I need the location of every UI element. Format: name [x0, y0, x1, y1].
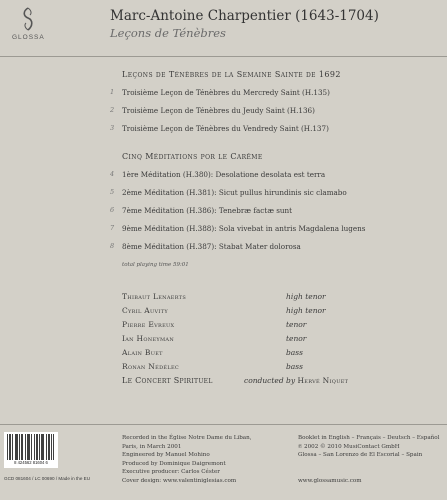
barcode-bar: [53, 434, 54, 460]
performer-role: tenor: [286, 320, 307, 329]
performer-role: high tenor: [286, 306, 326, 315]
performer-row: [122, 362, 422, 374]
total-playing-time: total playing time 59:01: [122, 262, 189, 268]
barcode-bar: [21, 434, 22, 460]
track-title: Troisième Leçon de Ténèbres du Jeudy Saint (H.136): [122, 106, 315, 115]
credit-line: Recorded in the Église Notre Dame du Liban,: [122, 435, 252, 441]
info-line: Booklet in English – Français – Deutsch – Español: [298, 435, 440, 441]
barcode-bar: [36, 434, 37, 460]
glossa-flourish-icon: [19, 6, 37, 32]
ensemble-name: Le Concert Spirituel: [122, 376, 213, 385]
barcode-bar: [48, 434, 49, 460]
track-title: 1ère Méditation (H.380): Desolatione desolata est terra: [122, 170, 326, 179]
barcode-bar: [37, 434, 38, 460]
track-number: 6: [110, 206, 115, 214]
performer-row: [122, 320, 422, 332]
track-number: 5: [110, 188, 115, 196]
footer-divider: [0, 424, 447, 425]
barcode-bar: [15, 434, 16, 460]
credit-line: Paris, in March 2001: [122, 443, 182, 450]
track-number: 7: [110, 224, 115, 232]
barcode-bar: [7, 434, 8, 460]
performer-row: [122, 306, 422, 318]
info-line: [298, 460, 444, 469]
album-title: Leçons de Ténèbres: [110, 26, 226, 40]
credit-line: Executive producer: Carlos Céster: [122, 469, 220, 476]
performer-name: Pierre Evreux: [122, 320, 175, 329]
track-title: 7ème Méditation (H.386): Tenebræ factæ sunt: [122, 206, 293, 215]
credit-line: Engineered by Manuel Mohino: [122, 452, 210, 459]
barcode-bar: [25, 434, 26, 460]
performer-row: [122, 292, 422, 304]
performer-row: [122, 348, 422, 360]
track-number: 3: [110, 124, 115, 132]
track-title: Troisième Leçon de Ténèbres du Mercredy Saint (H.135): [122, 88, 330, 97]
composer-name: Marc-Antoine Charpentier (1643-1704): [110, 8, 379, 24]
logo-text: GLOSSA: [12, 34, 45, 41]
barcode-bar: [46, 434, 47, 460]
conductor-prefix: conducted by: [244, 376, 296, 385]
performer-name: Ian Honeyman: [122, 334, 175, 343]
barcode-bar: [17, 434, 18, 460]
barcode-bar: [34, 434, 35, 460]
conductor-name: Hervé Niquet: [297, 376, 349, 385]
performer-role: tenor: [286, 334, 307, 343]
performer-row: [122, 334, 422, 346]
performer-name: Cyril Auvity: [122, 306, 168, 315]
section-heading-lecons: Leçons de Ténèbres de la Semaine Sainte de 1692: [122, 70, 341, 79]
website-url[interactable]: www.glossamusic.com: [298, 477, 362, 484]
barcode-bar: [51, 434, 52, 460]
header-divider: [0, 56, 447, 57]
recording-credits: [122, 434, 272, 486]
performer-role: bass: [286, 348, 303, 357]
track-title: Troisième Leçon de Ténèbres du Vendredy Saint (H.137): [122, 124, 329, 133]
barcode-bar: [41, 434, 42, 460]
performer-name: Alain Buet: [122, 348, 163, 357]
catalog-number: GCD 081604 / LC 00690 / Made in the EU: [4, 476, 91, 481]
track-title: 9ème Méditation (H.388): Sola vivebat in antris Magdalena lugens: [122, 224, 366, 233]
info-line: [298, 468, 444, 477]
track-number: 8: [110, 242, 115, 250]
barcode-bar: [16, 434, 17, 460]
barcode-bar: [9, 434, 10, 460]
barcode-bar: [27, 434, 28, 460]
performer-name: Thibaut Lenaerts: [122, 292, 187, 301]
barcode-number: 8 424562 81604 6: [14, 460, 48, 465]
barcode: [4, 432, 58, 468]
barcode-bars: [7, 434, 55, 460]
track-number: 4: [110, 170, 115, 178]
barcode-bar: [49, 434, 50, 460]
info-line: Glossa – San Lorenzo de El Escorial – Spain: [298, 452, 423, 459]
track-title: 8ème Méditation (H.387): Stabat Mater dolorosa: [122, 242, 301, 251]
barcode-bar: [31, 434, 32, 460]
performer-role: high tenor: [286, 292, 326, 301]
barcode-bar: [22, 434, 23, 460]
track-number: 2: [110, 106, 115, 114]
glossa-logo: [12, 6, 44, 41]
barcode-bar: [12, 434, 13, 460]
barcode-bar: [29, 434, 30, 460]
credit-line: Cover design: www.valentiniglesias.com: [122, 477, 237, 484]
publisher-info: [298, 434, 444, 486]
performer-role: bass: [286, 362, 303, 371]
track-title: 2ème Méditation (H.381): Sicut pullus hirundinis sic clamabo: [122, 188, 347, 197]
track-number: 1: [110, 88, 115, 96]
barcode-bar: [43, 434, 44, 460]
info-line: ℗ 2002 © 2010 MusiContact GmbH: [298, 443, 400, 450]
performer-name: Ronan Nédélec: [122, 362, 180, 371]
barcode-bar: [28, 434, 29, 460]
barcode-bar: [42, 434, 43, 460]
barcode-bar: [10, 434, 11, 460]
barcode-bar: [39, 434, 40, 460]
conductor-credit: [244, 376, 348, 385]
credit-line: Produced by Dominique Daigremont: [122, 460, 226, 467]
section-heading-meditations: Cinq Méditations por le Carême: [122, 152, 263, 161]
barcode-bar: [19, 434, 20, 460]
